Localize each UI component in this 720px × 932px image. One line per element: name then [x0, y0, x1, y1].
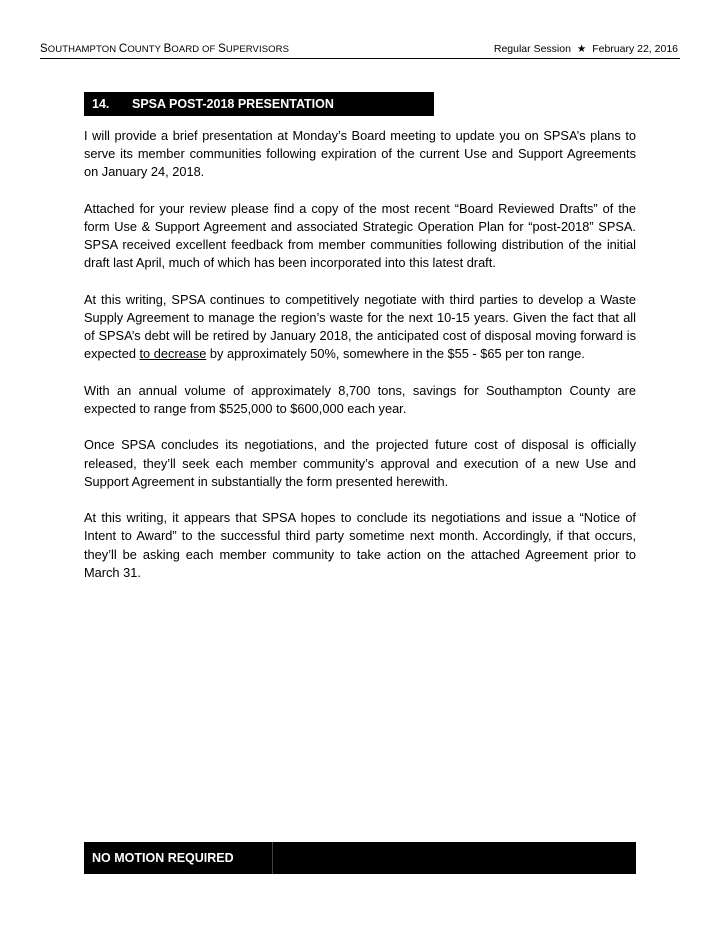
paragraph-text: At this writing, SPSA continues to competitively negotiate with third parties to develop a Waste Supply Agreement to manage the region’s waste for the next 10-15 years. Given the fact that all of SPSA’s debt will be retired by January 2018, the anticipated cost of disposal moving forward is expected	[84, 291, 636, 362]
motion-status-label: NO MOTION REQUIRED	[84, 842, 273, 874]
paragraph: At this writing, it appears that SPSA hopes to conclude its negotiations and issue a “Notice of Intent to Award” to the successful third party sometime next month. Accordingly, if that occurs, they’ll be asking each member community to take action on the attached Agreement prior to March 31.	[84, 510, 636, 580]
org-segment: OUTHAMPTON	[47, 44, 119, 55]
section-number: 14.	[92, 97, 110, 111]
org-segment: B	[163, 43, 172, 55]
org-segment: C	[118, 43, 128, 55]
section-title: SPSA POST-2018 PRESENTATION	[132, 97, 334, 111]
paragraph: Once SPSA concludes its negotiations, and the projected future cost of disposal is officially released, they’ll seek each member community’s approval and execution of a new Use and Support Agreement in substantially the form presented herewith.	[84, 437, 636, 489]
star-icon: ★	[576, 43, 587, 55]
body-text	[84, 127, 636, 600]
org-segment: OUNTY	[127, 44, 164, 55]
paragraph	[84, 291, 636, 364]
org-segment: S	[40, 43, 48, 55]
session-date: February 22, 2016	[592, 43, 678, 55]
paragraph: Attached for your review please find a copy of the most recent “Board Reviewed Drafts” of the form Use & Support Agreement and associated Strategic Operation Plan for “post-2018” SPSA. SPSA received excellent feedback from member communities following distribution of the initial draft last April, much of which has been incorporated into this latest draft.	[84, 200, 636, 271]
paragraph: With an annual volume of approximately 8,700 tons, savings for Southampton County are expected to range from $525,000 to $600,000 each year.	[84, 382, 636, 416]
organization-name	[40, 42, 289, 57]
org-segment: OARD OF	[171, 44, 219, 55]
org-segment: S	[218, 43, 226, 55]
session-info	[494, 42, 678, 56]
section-heading-bar	[84, 92, 434, 116]
paragraph-text: by approximately 50%, somewhere in the $55 - $65 per ton range.	[206, 346, 585, 362]
paragraph: I will provide a brief presentation at Monday’s Board meeting to update you on SPSA’s plans to serve its member communities following expiration of the current Use and Support Agreements on January 24, 2018.	[84, 128, 636, 180]
footer-bar	[84, 842, 636, 874]
org-segment: UPERVISORS	[225, 44, 290, 55]
emphasis-underline: to decrease	[139, 346, 207, 362]
session-label: Regular Session	[493, 43, 571, 55]
page-header	[40, 42, 680, 59]
